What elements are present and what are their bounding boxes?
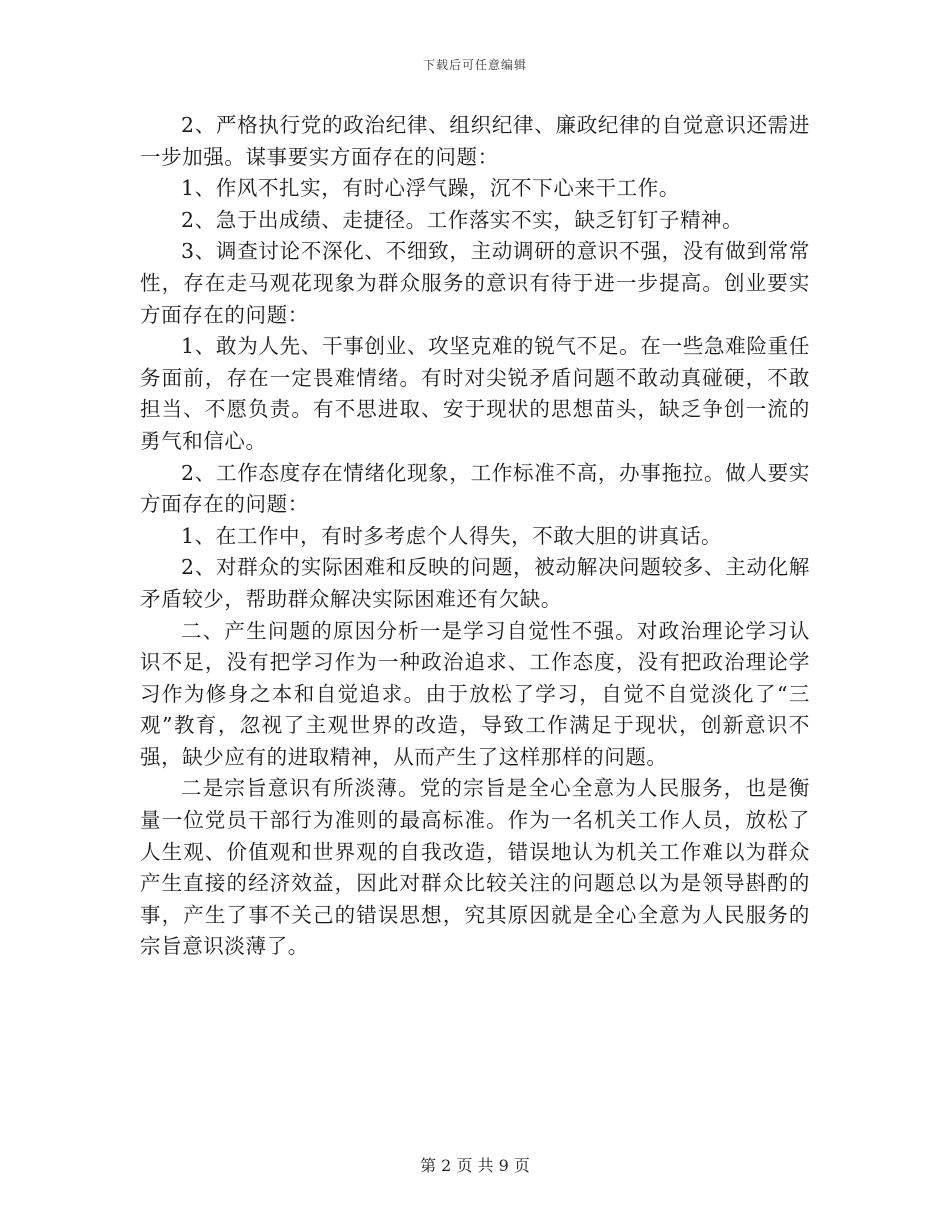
paragraph: 2、严格执行党的政治纪律、组织纪律、廉政纪律的自觉意识还需进一步加强。谋事要实方面存在的问题： <box>140 113 810 169</box>
document-body <box>140 110 810 963</box>
paragraph: 二是宗旨意识有所淡薄。党的宗旨是全心全意为人民服务，也是衡量一位党员干部行为准则的最高标准。作为一名机关工作人员，放松了人生观、价值观和世界观的自我改造，错误地认为机关工作难以为群众产生直接的经济效益，因此对群众比较关注的问题总以为是领导斟酌的事，产生了事不关己的错误思想，究其原因就是全心全意为人民服务的宗旨意识淡薄了。 <box>140 776 810 959</box>
paragraph: 1、敢为人先、干事创业、攻坚克难的锐气不足。在一些急难险重任务面前，存在一定畏难情绪。有时对尖锐矛盾问题不敢动真碰硬，不敢担当、不愿负责。有不思进取、安于现状的思想苗头，缺乏争创一流的勇气和信心。 <box>140 334 810 453</box>
paragraph: 2、工作态度存在情绪化现象，工作标准不高，办事拖拉。做人要实方面存在的问题： <box>140 460 810 517</box>
paragraph: 2、对群众的实际困难和反映的问题，被动解决问题较多、主动化解矛盾较少，帮助群众解决实际困难还有欠缺。 <box>140 555 810 611</box>
paragraph: 1、作风不扎实，有时心浮气躁，沉不下心来干工作。 <box>181 176 680 201</box>
page-footer: 第 2 页 共 9 页 <box>420 1156 530 1175</box>
page-header: 下载后可任意编辑 <box>422 58 527 72</box>
paragraph: 1、在工作中，有时多考虑个人得失，不敢大胆的讲真话。 <box>181 523 723 548</box>
paragraph: 3、调查讨论不深化、不细致，主动调研的意识不强，没有做到常常性，存在走马观花现象为群众服务的意识有待于进一步提高。创业要实方面存在的问题： <box>140 239 810 327</box>
paragraph: 二、产生问题的原因分析一是学习自觉性不强。对政治理论学习认识不足，没有把学习作为一种政治追求、工作态度，没有把政治理论学习作为修身之本和自觉追求。由于放松了学习，自觉不自觉淡化了“三观”教育，忽视了主观世界的改造，导致工作满足于现状，创新意识不强，缺少应有的进取精神，从而产生了这样那样的问题。 <box>140 618 810 769</box>
paragraph: 2、急于出成绩、走捷径。工作落实不实，缺乏钉钉子精神。 <box>181 207 744 232</box>
